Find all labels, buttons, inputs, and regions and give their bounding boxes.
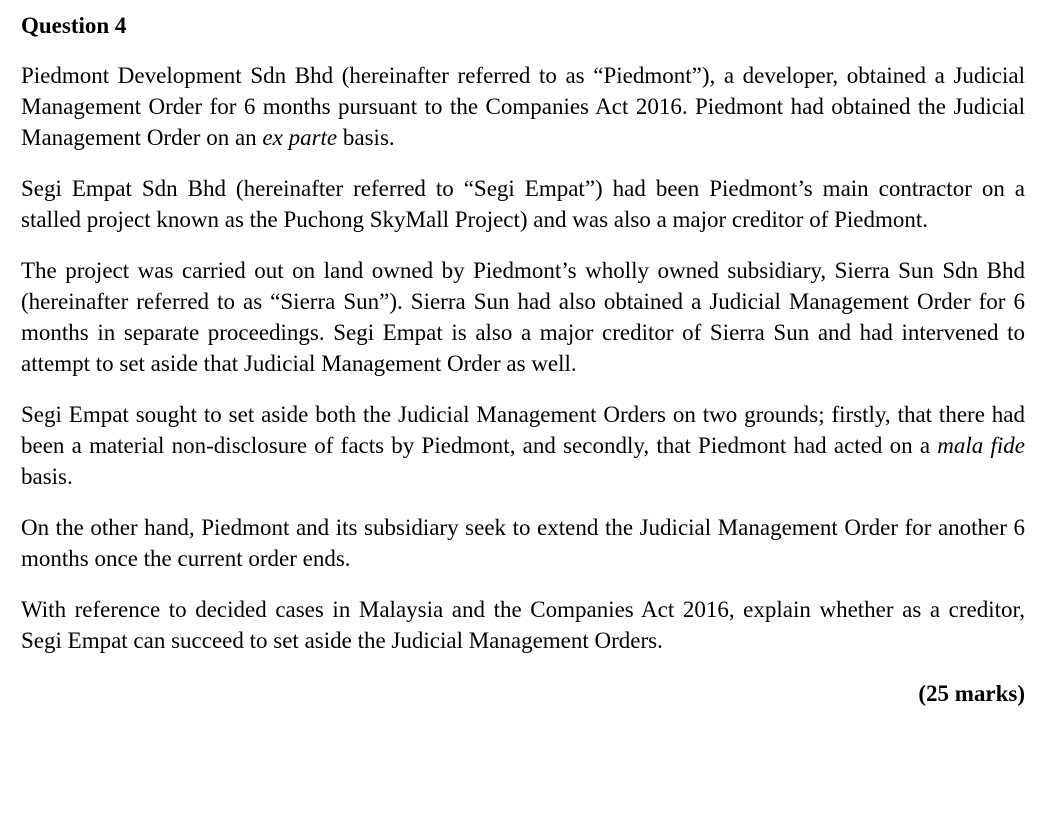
paragraph-set-aside-grounds: [21, 399, 1025, 492]
paragraph-set-aside-grounds-text-a: Segi Empat sought to set aside both the Judicial Management Orders on two grounds; firstly, that there had been a material non-disclosure of facts by Piedmont, and secondly, that Piedmont had acted on a: [21, 402, 1025, 458]
question-document: [21, 10, 1025, 709]
paragraph-sierra-sun: The project was carried out on land owned by Piedmont’s wholly owned subsidiary, Sierra Sun Sdn Bhd (hereinafter referred to as “Sierra Sun”). Sierra Sun had also obtained a Judicial Management Order for 6 months in separate proceedings. Segi Empat is also a major creditor of Sierra Sun and had intervened to attempt to set aside that Judicial Management Order as well.: [21, 258, 1025, 376]
paragraph-set-aside-grounds-text-b: basis.: [21, 464, 73, 489]
paragraph-extension: On the other hand, Piedmont and its subsidiary seek to extend the Judicial Management Order for another 6 months once the current order ends.: [21, 515, 1025, 571]
question-title: Question 4: [21, 13, 127, 38]
paragraph-segi-empat: Segi Empat Sdn Bhd (hereinafter referred to “Segi Empat”) had been Piedmont’s main contractor on a stalled project known as the Puchong SkyMall Project) and was also a major creditor of Piedmont.: [21, 176, 1025, 232]
paragraph-piedmont-order-text-b: basis.: [337, 125, 395, 150]
paragraph-instruction: With reference to decided cases in Malaysia and the Companies Act 2016, explain whether as a creditor, Segi Empat can succeed to set aside the Judicial Management Orders.: [21, 597, 1025, 653]
paragraph-piedmont-order-italic: ex parte: [262, 125, 338, 150]
paragraph-piedmont-order-text-a: Piedmont Development Sdn Bhd (hereinafter referred to as “Piedmont”), a developer, obtained a Judicial Management Order for 6 months pursuant to the Companies Act 2016. Piedmont had obtained the Judicial Management Order on an: [21, 63, 1025, 150]
marks-label: (25 marks): [918, 681, 1025, 706]
paragraph-piedmont-order: [21, 60, 1025, 153]
paragraph-set-aside-grounds-italic: mala fide: [937, 433, 1025, 458]
